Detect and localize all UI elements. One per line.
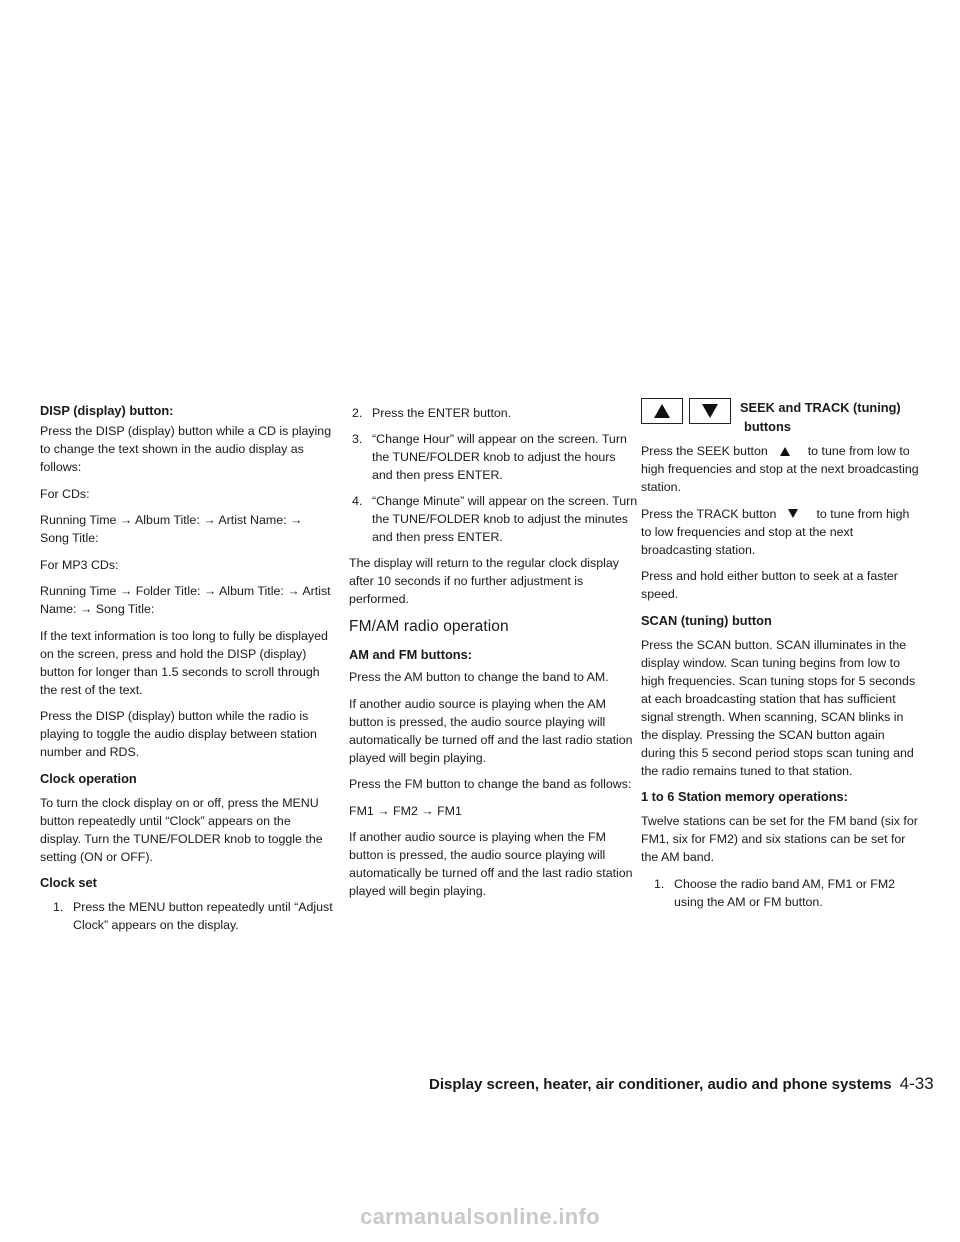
track-down-button-icon	[689, 398, 731, 424]
station-memory-heading: 1 to 6 Station memory operations:	[641, 789, 848, 804]
clock-operation-heading: Clock operation	[40, 770, 137, 786]
list-item: 1. Press the MENU button repeatedly until “Adjust Clock” appears on the display.	[53, 900, 333, 932]
page-footer	[429, 1074, 934, 1094]
seek-track-button-row	[641, 398, 920, 438]
scan-heading: SCAN (tuning) button	[641, 612, 772, 628]
fm-paragraph-2: If another audio source is playing when the FM button is pressed, the audio source playing will automatically be turned off and the last radio station played will begin playing.	[349, 830, 633, 898]
watermark: carmanualsonline.info	[360, 1204, 600, 1229]
scan-paragraph: Press the SCAN button. SCAN illuminates in the display window. Scan tuning begins from low to high frequencies. Scan tuning stops for 5 seconds at each broadcasting station that has sufficient signal strength. When scanning, SCAN blinks in the display. Pressing the SCAN button again during this 5 second period stops scan tuning and the radio remains tuned to that station.	[641, 637, 916, 778]
hold-paragraph: Press and hold either button to seek at a faster speed.	[641, 569, 898, 601]
am-fm-buttons-heading: AM and FM buttons:	[349, 647, 472, 662]
mp3-display-sequence: Running Time → Folder Title: → Album Title: → Artist Name: → Song Title:	[40, 584, 331, 616]
clock-return-paragraph: The display will return to the regular clock display after 10 seconds if no further adjustment is performed.	[349, 556, 619, 606]
disp-paragraph-1: Press the DISP (display) button while a CD is playing to change the text shown in the audio display as follows:	[40, 424, 332, 474]
disp-button-heading: DISP (display) button:	[40, 403, 174, 418]
for-mp3-label: For MP3 CDs:	[40, 557, 119, 572]
column-middle	[349, 404, 638, 909]
list-item: 1. Choose the radio band AM, FM1 or FM2 using the AM or FM button.	[654, 876, 896, 909]
list-item: 3. “Change Hour” will appear on the screen. Turn the TUNE/FOLDER knob to adjust the hours and then press ENTER.	[352, 432, 627, 482]
clock-set-steps-continued	[349, 404, 638, 546]
radio-section-heading: FM/AM radio operation	[349, 618, 509, 635]
am-paragraph: Press the AM button to change the band to AM.	[349, 670, 609, 684]
footer-section-title: Display screen, heater, air conditioner, audio and phone systems	[429, 1076, 892, 1093]
clock-set-steps	[40, 898, 334, 934]
track-down-arrow-icon	[776, 509, 816, 519]
disp-paragraph-3: Press the DISP (display) button while the radio is playing to toggle the audio display between station number and RDS.	[40, 709, 317, 759]
for-cds-label: For CDs:	[40, 486, 90, 501]
seek-track-heading: SEEK and TRACK (tuning) buttons	[740, 400, 901, 434]
column-right	[641, 398, 920, 919]
list-item: 4. “Change Minute” will appear on the screen. Turn the TUNE/FOLDER knob to adjust the minutes and then press ENTER.	[352, 494, 638, 544]
page-number: 4-33	[899, 1074, 934, 1093]
seek-up-button-icon	[641, 398, 683, 424]
cd-display-sequence: Running Time → Album Title: → Artist Name: → Song Title:	[40, 513, 303, 545]
clock-operation-paragraph: To turn the clock display on or off, press the MENU button repeatedly until “Clock” appears on the display. Turn the TUNE/FOLDER knob to toggle the setting (ON or OFF).	[40, 795, 323, 864]
am-paragraph-2: If another audio source is playing when the AM button is pressed, the audio source playing will automatically be turned off and the last radio station played will begin playing.	[349, 696, 633, 765]
seek-up-arrow-icon	[768, 447, 808, 457]
track-paragraph: Press the TRACK button to tune from high to low frequencies and stop at the next broadcasting station.	[641, 506, 910, 557]
seek-paragraph: Press the SEEK button to tune from low to high frequencies and stop at the next broadcasting station.	[641, 444, 919, 494]
column-left	[40, 402, 334, 942]
fm-band-sequence: FM1 → FM2 → FM1	[349, 803, 462, 818]
station-memory-paragraph: Twelve stations can be set for the FM band (six for FM1, six for FM2) and six stations can be set for the AM band.	[641, 814, 918, 864]
disp-paragraph-2: If the text information is too long to fully be displayed on the screen, press and hold the DISP (display) button for longer than 1.5 seconds to scroll through the rest of the text.	[40, 628, 328, 697]
list-item: 2. Press the ENTER button.	[352, 406, 512, 420]
fm-paragraph: Press the FM button to change the band as follows:	[349, 777, 632, 791]
memory-steps	[641, 875, 920, 911]
clock-set-heading: Clock set	[40, 875, 97, 890]
